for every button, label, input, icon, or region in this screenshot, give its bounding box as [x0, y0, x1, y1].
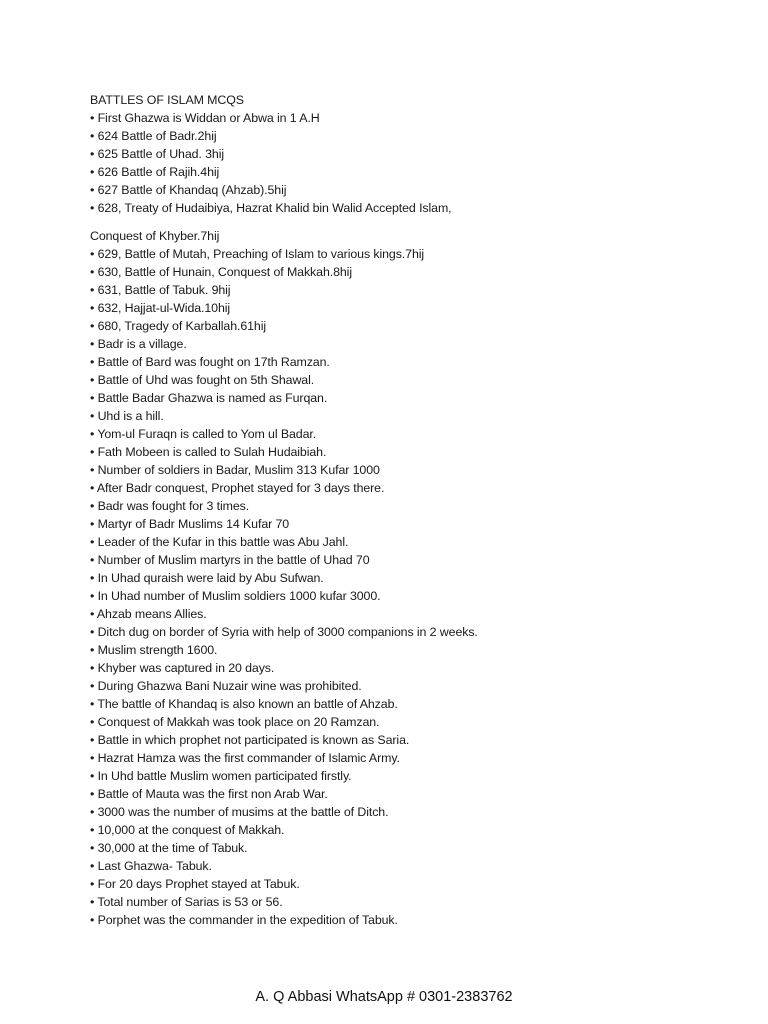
list-item: • 629, Battle of Mutah, Preaching of Islam to various kings.7hij [90, 247, 425, 261]
list-item: • In Uhad quraish were laid by Abu Sufwan. [90, 571, 324, 585]
list-item: • In Uhad number of Muslim soldiers 1000 kufar 3000. [90, 589, 381, 603]
list-item: • Battle of Mauta was the first non Arab War. [90, 787, 328, 801]
list-item: • Battle in which prophet not participated is known as Saria. [90, 733, 410, 747]
list-item: • Conquest of Makkah was took place on 20 Ramzan. [90, 715, 380, 729]
list-item: • 628, Treaty of Hudaibiya, Hazrat Khalid bin Walid Accepted Islam, [90, 201, 452, 215]
list-item: • 627 Battle of Khandaq (Ahzab).5hij [90, 183, 287, 197]
mcq-list-part-two [90, 245, 730, 929]
list-item: • Number of Muslim martyrs in the battle of Uhad 70 [90, 553, 370, 567]
list-item: • For 20 days Prophet stayed at Tabuk. [90, 877, 300, 891]
list-item: • Martyr of Badr Muslims 14 Kufar 70 [90, 517, 290, 531]
list-item: • 30,000 at the time of Tabuk. [90, 841, 248, 855]
list-item: • 632, Hajjat-ul-Wida.10hij [90, 301, 231, 315]
list-item: • Ahzab means Allies. [90, 607, 207, 621]
list-item: • After Badr conquest, Prophet stayed for 3 days there. [90, 481, 385, 495]
list-item: • 626 Battle of Rajih.4hij [90, 165, 220, 179]
mcq-list-part-one [90, 109, 730, 217]
list-item: • Badr is a village. [90, 337, 187, 351]
list-item: • 10,000 at the conquest of Makkah. [90, 823, 285, 837]
list-item: • Total number of Sarias is 53 or 56. [90, 895, 283, 909]
list-item: • Porphet was the commander in the expedition of Tabuk. [90, 913, 398, 927]
list-item: • Badr was fought for 3 times. [90, 499, 250, 513]
list-item: • 624 Battle of Badr.2hij [90, 129, 217, 143]
list-item: • 630, Battle of Hunain, Conquest of Makkah.8hij [90, 265, 352, 279]
list-item: • Muslim strength 1600. [90, 643, 218, 657]
list-item: • In Uhd battle Muslim women participated firstly. [90, 769, 352, 783]
list-item: • During Ghazwa Bani Nuzair wine was prohibited. [90, 679, 362, 693]
list-item: • Number of soldiers in Badar, Muslim 313 Kufar 1000 [90, 463, 380, 477]
list-item: • Last Ghazwa- Tabuk. [90, 859, 212, 873]
list-item: • 3000 was the number of musims at the battle of Ditch. [90, 805, 389, 819]
list-item: • 680, Tragedy of Karballah.61hij [90, 319, 267, 333]
list-item: • Battle Badar Ghazwa is named as Furqan. [90, 391, 328, 405]
list-item: • Leader of the Kufar in this battle was Abu Jahl. [90, 535, 349, 549]
list-item: • Khyber was captured in 20 days. [90, 661, 275, 675]
list-item: • First Ghazwa is Widdan or Abwa in 1 A.H [90, 111, 320, 125]
footer-contact: A. Q Abbasi WhatsApp # 0301-2383762 [255, 989, 513, 1005]
list-item: • 631, Battle of Tabuk. 9hij [90, 283, 231, 297]
paragraph-gap [90, 217, 730, 227]
list-item: • The battle of Khandaq is also known an battle of Ahzab. [90, 697, 398, 711]
document-title: BATTLES OF ISLAM MCQS [90, 93, 244, 107]
continuation-line: Conquest of Khyber.7hij [90, 229, 220, 243]
list-item: • 625 Battle of Uhad. 3hij [90, 147, 224, 161]
list-item: • Yom-ul Furaqn is called to Yom ul Badar. [90, 427, 317, 441]
list-item: • Battle of Bard was fought on 17th Ramzan. [90, 355, 330, 369]
list-item: • Hazrat Hamza was the first commander of Islamic Army. [90, 751, 400, 765]
list-item: • Battle of Uhd was fought on 5th Shawal. [90, 373, 315, 387]
list-item: • Uhd is a hill. [90, 409, 164, 423]
document-body [90, 91, 730, 929]
list-item: • Fath Mobeen is called to Sulah Hudaibiah. [90, 445, 327, 459]
list-item: • Ditch dug on border of Syria with help of 3000 companions in 2 weeks. [90, 625, 478, 639]
